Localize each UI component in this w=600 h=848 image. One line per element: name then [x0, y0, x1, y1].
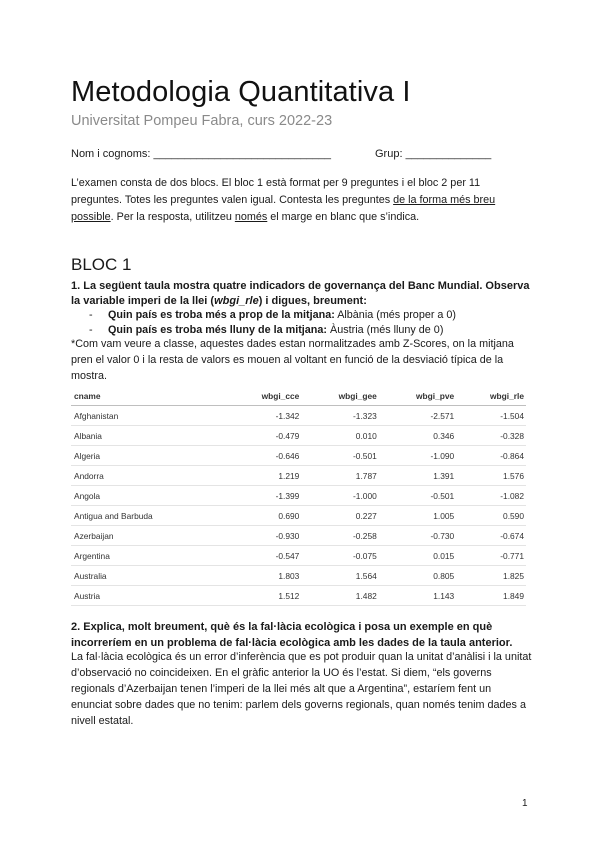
table-cell: -0.328: [456, 426, 526, 446]
table-cell: 0.227: [301, 506, 378, 526]
intro-text-3: el marge en blanc que s’indica.: [267, 211, 420, 223]
table-cell: -1.399: [225, 486, 302, 506]
table-cell: 1.849: [456, 586, 526, 606]
bullet-label: Quin país es troba més a prop de la mitjana:: [108, 309, 335, 321]
table-row: [71, 546, 526, 566]
intro-underline-1: de la forma més breu possible: [71, 194, 496, 223]
table-cell: -0.864: [456, 446, 526, 466]
table-cell: Afghanistan: [71, 406, 225, 426]
table-cell: -1.323: [301, 406, 378, 426]
bullet-dash: -: [89, 309, 93, 321]
table-cell: Angola: [71, 486, 225, 506]
table-cell: 1.803: [225, 566, 302, 586]
intro-text-2: . Per la resposta, utilitzeu: [110, 211, 235, 223]
table-cell: 0.590: [456, 506, 526, 526]
table-cell: 0.010: [301, 426, 378, 446]
bullet-dash: -: [89, 324, 93, 336]
table-cell: Albania: [71, 426, 225, 446]
table-cell: Australia: [71, 566, 225, 586]
table-row: [71, 406, 526, 426]
table-cell: 1.787: [301, 466, 378, 486]
table-cell: -0.258: [301, 526, 378, 546]
table-row: [71, 566, 526, 586]
table-row: [71, 526, 526, 546]
table-cell: 1.143: [379, 586, 456, 606]
table-cell: -0.646: [225, 446, 302, 466]
table-row: [71, 466, 526, 486]
question-1-variable: wbgi_rle: [214, 295, 259, 307]
table-row: [71, 426, 526, 446]
table-cell: 1.005: [379, 506, 456, 526]
column-header: wbgi_gee: [301, 386, 378, 406]
table-cell: -1.082: [456, 486, 526, 506]
table-cell: 1.391: [379, 466, 456, 486]
question-1: [71, 279, 531, 309]
table-cell: -1.000: [301, 486, 378, 506]
table-cell: -0.547: [225, 546, 302, 566]
table-cell: -0.771: [456, 546, 526, 566]
table-cell: Argentina: [71, 546, 225, 566]
table-cell: -0.501: [301, 446, 378, 466]
column-header: wbgi_cce: [225, 386, 302, 406]
table-cell: 1.512: [225, 586, 302, 606]
table-row: [71, 586, 526, 606]
table-cell: Austria: [71, 586, 225, 606]
bullet-answer: Àustria (més lluny de 0): [327, 324, 444, 336]
table-cell: 0.346: [379, 426, 456, 446]
table-cell: -0.730: [379, 526, 456, 546]
table-cell: -1.342: [225, 406, 302, 426]
bullet-answer: Albània (més proper a 0): [334, 309, 457, 321]
table-cell: Andorra: [71, 466, 225, 486]
z-score-note: *Com vam veure a classe, aquestes dades estan normalitzades amb Z-Scores, on la mitjana pren el valor 0 i la resta de valors es mouen al voltant en funció de la desviació típica de la mostra.: [71, 338, 514, 382]
list-item: [71, 308, 531, 323]
question-1-text-a: 1. La següent taula mostra quatre indicadors de governança del Banc Mundial. Observa la variable imperi de la llei (: [71, 280, 530, 307]
table-cell: 1.576: [456, 466, 526, 486]
table-row: [71, 486, 526, 506]
table-cell: 1.564: [301, 566, 378, 586]
table-cell: 1.219: [225, 466, 302, 486]
table-cell: -1.090: [379, 446, 456, 466]
intro-paragraph: [71, 175, 531, 226]
table-cell: 0.690: [225, 506, 302, 526]
table-cell: 1.482: [301, 586, 378, 606]
document-subtitle: Universitat Pompeu Fabra, curs 2022-23: [71, 113, 333, 129]
column-header: wbgi_pve: [379, 386, 456, 406]
table-cell: -0.674: [456, 526, 526, 546]
table-cell: 1.825: [456, 566, 526, 586]
table-cell: Antigua and Barbuda: [71, 506, 225, 526]
table-cell: -0.479: [225, 426, 302, 446]
table-cell: -2.571: [379, 406, 456, 426]
table-cell: -0.501: [379, 486, 456, 506]
table-cell: 0.015: [379, 546, 456, 566]
column-header: cname: [71, 386, 225, 406]
table-cell: 0.805: [379, 566, 456, 586]
table-cell: -0.075: [301, 546, 378, 566]
name-field-label: Nom i cognoms: _____________________________: [71, 148, 331, 160]
question-1-text-b: ) i digues, breument:: [258, 295, 367, 307]
page-number: 1: [522, 798, 528, 809]
intro-underline-2: només: [234, 211, 268, 223]
table-cell: Algeria: [71, 446, 225, 466]
bullet-label: Quin país es troba més lluny de la mitjana:: [108, 324, 327, 336]
table-header-row: [71, 386, 526, 406]
intro-text-1: L’examen consta de dos blocs. El bloc 1 està format per 9 preguntes i el bloc 2 per 11 preguntes. Totes les preguntes valen igual. Contesta les preguntes: [71, 177, 481, 206]
table-row: [71, 506, 526, 526]
column-header: wbgi_rle: [456, 386, 526, 406]
question-2: 2. Explica, molt breument, què és la fal·làcia ecològica i posa un exemple en què incorreríem en un problema de fal·làcia ecològica amb les dades de la taula anterior.: [71, 621, 513, 649]
document-title: Metodologia Quantitativa I: [71, 76, 411, 108]
question-2-answer: La fal·làcia ecològica és un error d’inferència que es pot produir quan la unitat d’anàlisi i la unitat d’observació no coincideixen. En el gràfic anterior la UO és l’estat. Si diem, “els governs regionals d’Azerbaijan tenen l’imperi de la llei més alt que a Argentina”, estaríem fent un enunciat sobre dades que no tenim: parlem dels governs regionals, quan només tenim dades a nivell estatal.: [71, 651, 532, 727]
group-field-label: Grup: ______________: [375, 148, 492, 160]
table-row: [71, 446, 526, 466]
table-cell: -1.504: [456, 406, 526, 426]
section-heading: BLOC 1: [71, 255, 132, 274]
governance-table: [71, 386, 526, 606]
table-cell: -0.930: [225, 526, 302, 546]
table-cell: Azerbaijan: [71, 526, 225, 546]
question-1-answers: [71, 308, 531, 338]
